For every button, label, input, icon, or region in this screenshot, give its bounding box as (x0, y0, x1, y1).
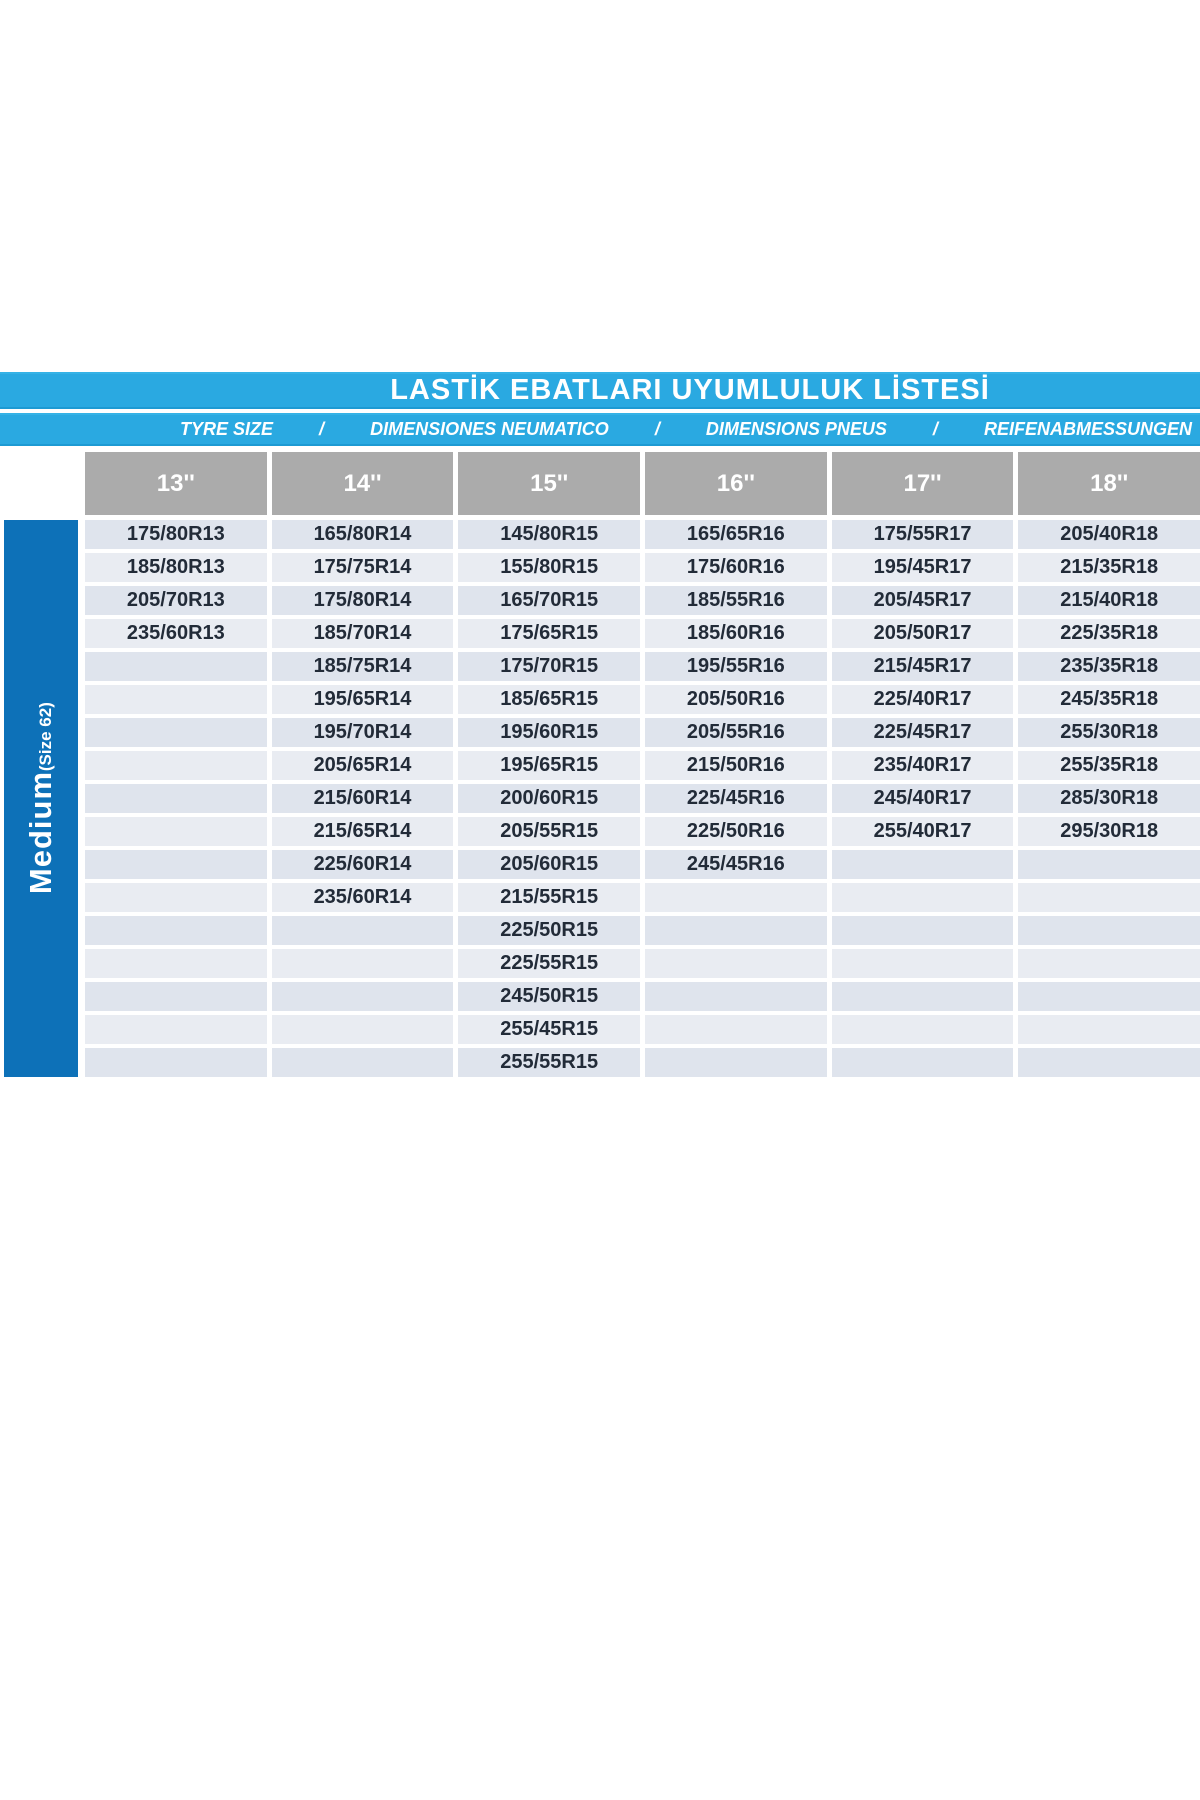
size-cell: 185/65R15 (458, 685, 640, 714)
column-header-16: 16'' (645, 452, 827, 515)
size-cell: 255/55R15 (458, 1048, 640, 1077)
table-row (85, 850, 1200, 879)
size-cell: 215/35R18 (1018, 553, 1200, 582)
size-cell: 215/55R15 (458, 883, 640, 912)
size-cell: 185/60R16 (645, 619, 827, 648)
size-cell: 175/75R14 (272, 553, 454, 582)
size-cell: 205/70R13 (85, 586, 267, 615)
size-cell: 195/65R14 (272, 685, 454, 714)
size-cell: 195/65R15 (458, 751, 640, 780)
size-cell: 225/40R17 (832, 685, 1014, 714)
size-cell: 235/60R14 (272, 883, 454, 912)
size-cell (1018, 949, 1200, 978)
size-cell: 165/65R16 (645, 520, 827, 549)
size-cell: 175/55R17 (832, 520, 1014, 549)
size-cell (85, 784, 267, 813)
size-cell (645, 949, 827, 978)
size-cell (85, 817, 267, 846)
size-cell (85, 652, 267, 681)
size-cell (85, 718, 267, 747)
size-cell (272, 949, 454, 978)
size-cell: 245/50R15 (458, 982, 640, 1011)
size-cell: 165/70R15 (458, 586, 640, 615)
size-cell (645, 1015, 827, 1044)
size-cell: 205/60R15 (458, 850, 640, 879)
size-group-code: (Size 62) (36, 702, 55, 772)
size-cell (85, 883, 267, 912)
size-cell: 235/40R17 (832, 751, 1014, 780)
tyre-size-grid (85, 520, 1200, 1081)
subtitle-separator: / (654, 419, 660, 439)
table-row (85, 883, 1200, 912)
subtitle-item: REIFENABMESSUNGEN (983, 419, 1192, 439)
size-cell: 205/55R16 (645, 718, 827, 747)
size-cell (645, 916, 827, 945)
table-row (85, 784, 1200, 813)
size-cell: 205/65R14 (272, 751, 454, 780)
size-cell (85, 751, 267, 780)
size-cell (1018, 1015, 1200, 1044)
size-cell: 245/40R17 (832, 784, 1014, 813)
size-cell (832, 850, 1014, 879)
table-row (85, 685, 1200, 714)
size-cell: 200/60R15 (458, 784, 640, 813)
size-cell: 255/40R17 (832, 817, 1014, 846)
title-bar (0, 372, 1200, 409)
size-cell: 175/65R15 (458, 619, 640, 648)
size-group-name: Medium (23, 771, 58, 895)
size-cell: 165/80R14 (272, 520, 454, 549)
size-cell: 215/40R18 (1018, 586, 1200, 615)
size-cell: 225/50R15 (458, 916, 640, 945)
size-cell: 225/50R16 (645, 817, 827, 846)
column-header-row (85, 452, 1200, 515)
size-cell (1018, 916, 1200, 945)
size-cell: 175/80R14 (272, 586, 454, 615)
size-cell (85, 982, 267, 1011)
table-row (85, 520, 1200, 549)
size-cell (272, 982, 454, 1011)
size-cell: 205/40R18 (1018, 520, 1200, 549)
size-cell (1018, 1048, 1200, 1077)
page-title: LASTİK EBATLARI UYUMLULUK LİSTESİ (390, 374, 990, 406)
size-cell (272, 1015, 454, 1044)
subtitle-item: DIMENSIONES NEUMATICO (370, 419, 609, 439)
size-cell (832, 916, 1014, 945)
size-group-label (23, 702, 59, 894)
size-cell: 185/70R14 (272, 619, 454, 648)
size-cell: 185/80R13 (85, 553, 267, 582)
size-cell (85, 916, 267, 945)
subtitle-container (180, 415, 1200, 444)
table-row (85, 916, 1200, 945)
size-cell (832, 1015, 1014, 1044)
size-cell (832, 982, 1014, 1011)
size-cell: 285/30R18 (1018, 784, 1200, 813)
size-cell: 205/50R16 (645, 685, 827, 714)
size-cell: 225/60R14 (272, 850, 454, 879)
table-row (85, 586, 1200, 615)
size-cell: 205/45R17 (832, 586, 1014, 615)
size-cell: 195/55R16 (645, 652, 827, 681)
size-cell: 225/35R18 (1018, 619, 1200, 648)
title-container (180, 374, 1200, 407)
size-cell (85, 1015, 267, 1044)
size-cell: 175/70R15 (458, 652, 640, 681)
size-cell (1018, 850, 1200, 879)
size-cell: 215/45R17 (832, 652, 1014, 681)
size-cell: 245/45R16 (645, 850, 827, 879)
table-row (85, 1048, 1200, 1077)
table-row (85, 817, 1200, 846)
size-cell (85, 850, 267, 879)
size-cell: 145/80R15 (458, 520, 640, 549)
size-cell (85, 1048, 267, 1077)
size-cell: 225/55R15 (458, 949, 640, 978)
table-row (85, 652, 1200, 681)
size-cell (1018, 883, 1200, 912)
column-header-14: 14'' (272, 452, 454, 515)
subtitle-bar (0, 413, 1200, 446)
size-cell: 215/65R14 (272, 817, 454, 846)
table-row (85, 553, 1200, 582)
size-cell: 195/45R17 (832, 553, 1014, 582)
size-cell: 255/30R18 (1018, 718, 1200, 747)
size-cell (85, 949, 267, 978)
size-cell: 255/45R15 (458, 1015, 640, 1044)
size-cell: 235/35R18 (1018, 652, 1200, 681)
table-row (85, 751, 1200, 780)
size-cell (832, 949, 1014, 978)
size-cell: 245/35R18 (1018, 685, 1200, 714)
size-cell: 235/60R13 (85, 619, 267, 648)
column-header-18: 18'' (1018, 452, 1200, 515)
size-cell (85, 685, 267, 714)
size-cell: 185/55R16 (645, 586, 827, 615)
size-cell (645, 1048, 827, 1077)
table-row (85, 1015, 1200, 1044)
subtitle-separator: / (319, 419, 325, 439)
size-cell: 255/35R18 (1018, 751, 1200, 780)
size-cell: 175/60R16 (645, 553, 827, 582)
size-cell (272, 916, 454, 945)
subtitle-separator: / (932, 419, 938, 439)
size-cell: 155/80R15 (458, 553, 640, 582)
column-header-17: 17'' (832, 452, 1014, 515)
subtitle-item: DIMENSIONS PNEUS (705, 419, 887, 439)
size-cell: 195/60R15 (458, 718, 640, 747)
subtitle-item: TYRE SIZE (180, 419, 274, 439)
size-cell (832, 883, 1014, 912)
size-cell (645, 883, 827, 912)
size-cell: 215/50R16 (645, 751, 827, 780)
size-cell: 205/50R17 (832, 619, 1014, 648)
size-cell (272, 1048, 454, 1077)
table-row (85, 949, 1200, 978)
column-header-13: 13'' (85, 452, 267, 515)
column-header-15: 15'' (458, 452, 640, 515)
size-cell (645, 982, 827, 1011)
size-cell: 225/45R16 (645, 784, 827, 813)
size-cell: 205/55R15 (458, 817, 640, 846)
table-row (85, 619, 1200, 648)
size-cell (1018, 982, 1200, 1011)
size-cell: 195/70R14 (272, 718, 454, 747)
table-row (85, 718, 1200, 747)
size-cell (832, 1048, 1014, 1077)
size-cell: 295/30R18 (1018, 817, 1200, 846)
size-cell: 185/75R14 (272, 652, 454, 681)
table-row (85, 982, 1200, 1011)
size-cell: 175/80R13 (85, 520, 267, 549)
size-cell: 215/60R14 (272, 784, 454, 813)
size-cell: 225/45R17 (832, 718, 1014, 747)
size-group-sidebar (4, 520, 78, 1077)
